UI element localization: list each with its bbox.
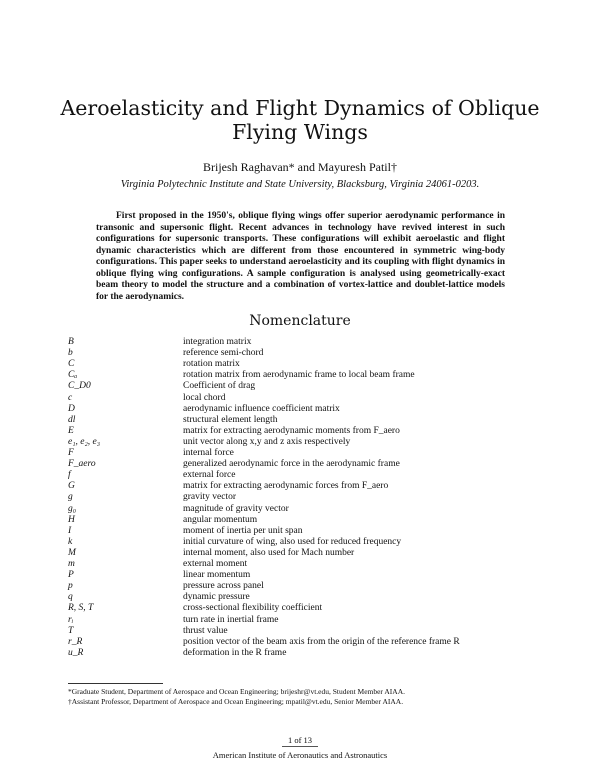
nomenclature-definition: external moment (183, 559, 248, 569)
nomenclature-symbol: B (68, 337, 74, 347)
affiliation: Virginia Polytechnic Institute and State University, Blacksburg, Virginia 24061-0203. (120, 179, 480, 190)
footer-rule (282, 746, 318, 747)
nomenclature-definition: external force (183, 470, 236, 481)
nomenclature-symbol: q (68, 592, 73, 603)
nomenclature-symbol: R, S, T (68, 603, 94, 614)
nomenclature-symbol: C (68, 359, 75, 370)
paper-title: Aeroelasticity and Flight Dynamics of Oblique Flying Wings (60, 96, 540, 144)
nomenclature-symbol: I (68, 525, 72, 536)
nomenclature-symbol: b (68, 348, 73, 359)
nomenclature-definition: turn rate in inertial frame (183, 614, 279, 625)
nomenclature-definition: initial curvature of wing, also used for reduced frequency (183, 536, 402, 547)
nomenclature-definition: aerodynamic influence coefficient matrix (183, 403, 340, 414)
nomenclature-definition: deformation in the R frame (183, 647, 287, 658)
nomenclature-heading: Nomenclature (249, 313, 351, 329)
abstract: First proposed in the 1950's, oblique flying wings offer superior aerodynamic performance in transonic and supersonic flight. Recent advances in technology have revived interest in such configurations for supersonic transports. These configurations will exhibit aeroelastic and flight dynamic characteristics which are different from those encountered in symmetric wing-body configurations. This paper seeks to understand aeroelasticity and its coupling with flight dynamics in oblique flying wing configurations. A sample configuration is analysed using geometrically-exact beam theory to model the structure and a combination of vortex-lattice and doublet-lattice models for the aerodynamics. (96, 211, 505, 302)
footnote-rule (68, 683, 163, 684)
nomenclature-definition: magnitude of gravity vector (183, 503, 289, 514)
nomenclature-definition: generalized aerodynamic force in the aerodynamic frame (183, 459, 400, 470)
nomenclature-definition: unit vector along x,y and z axis respectively (183, 436, 351, 447)
nomenclature-symbol: G (68, 481, 75, 492)
nomenclature-definition: position vector of the beam axis from the origin of the reference frame R (183, 636, 460, 647)
nomenclature-symbol: C_D0 (68, 381, 91, 392)
nomenclature-definition: moment of inertia per unit span (183, 525, 303, 536)
nomenclature-symbol: F_aero (68, 459, 96, 470)
nomenclature-symbol: rᵢ (68, 614, 74, 625)
nomenclature-definition: matrix for extracting aerodynamic forces from F_aero (183, 481, 389, 492)
nomenclature-definition: rotation matrix (183, 359, 240, 370)
nomenclature-definition: reference semi-chord (183, 348, 264, 359)
nomenclature-definition: gravity vector (183, 492, 237, 503)
nomenclature-symbol: r_R (68, 636, 83, 647)
nomenclature-symbol: g₀ (68, 503, 77, 514)
footnote-1: *Graduate Student, Department of Aerospace and Ocean Engineering; brijeshr@vt.edu, Student Member AIAA. (68, 687, 406, 696)
nomenclature-symbol: H (68, 514, 75, 525)
nomenclature-symbol: m (68, 559, 75, 569)
nomenclature-definition: local chord (183, 392, 226, 403)
nomenclature-definition: thrust value (183, 625, 228, 636)
nomenclature-symbol: D (68, 403, 75, 414)
nomenclature-symbol: u_R (68, 647, 84, 658)
nomenclature-symbol: e₁, e₂, e₃ (68, 436, 101, 447)
nomenclature-definition: dynamic pressure (183, 592, 250, 603)
nomenclature-symbol: k (68, 536, 73, 547)
nomenclature-symbol: P (68, 570, 74, 581)
nomenclature-definition: internal moment, also used for Mach number (183, 547, 355, 558)
nomenclature-symbol: T (68, 625, 74, 636)
nomenclature-symbol: c (68, 392, 73, 403)
nomenclature-symbol: F (68, 448, 74, 458)
footnote-2: †Assistant Professor, Department of Aerospace and Ocean Engineering; mpatil@vt.edu, Senior Member AIAA. (68, 697, 404, 706)
nomenclature-definition: pressure across panel (183, 581, 264, 592)
nomenclature-symbol: f (68, 470, 71, 481)
nomenclature-definition: Coefficient of drag (183, 381, 256, 392)
nomenclature-definition: integration matrix (183, 337, 252, 347)
nomenclature-symbol: g (68, 492, 73, 503)
nomenclature-definition: matrix for extracting aerodynamic moments from F_aero (183, 425, 400, 436)
page-number: 1 of 13 (287, 735, 313, 745)
nomenclature-symbol: E (68, 425, 74, 436)
nomenclature-symbol: dl (68, 414, 76, 425)
nomenclature-symbol: p (68, 581, 73, 592)
nomenclature-symbol: Cₐ (68, 370, 78, 381)
author-line: Brijesh Raghavan* and Mayuresh Patil† (203, 160, 397, 174)
nomenclature-definition: linear momentum (183, 570, 251, 581)
nomenclature-definition: structural element length (183, 414, 278, 425)
page-footer: American Institute of Aeronautics and Astronautics (212, 750, 388, 760)
nomenclature-symbol: M (68, 547, 76, 558)
nomenclature-definition: angular momentum (183, 514, 258, 525)
nomenclature-definition: cross-sectional flexibility coefficient (183, 603, 323, 614)
nomenclature-definition: rotation matrix from aerodynamic frame to local beam frame (183, 370, 415, 381)
nomenclature-definition: internal force (183, 448, 234, 458)
